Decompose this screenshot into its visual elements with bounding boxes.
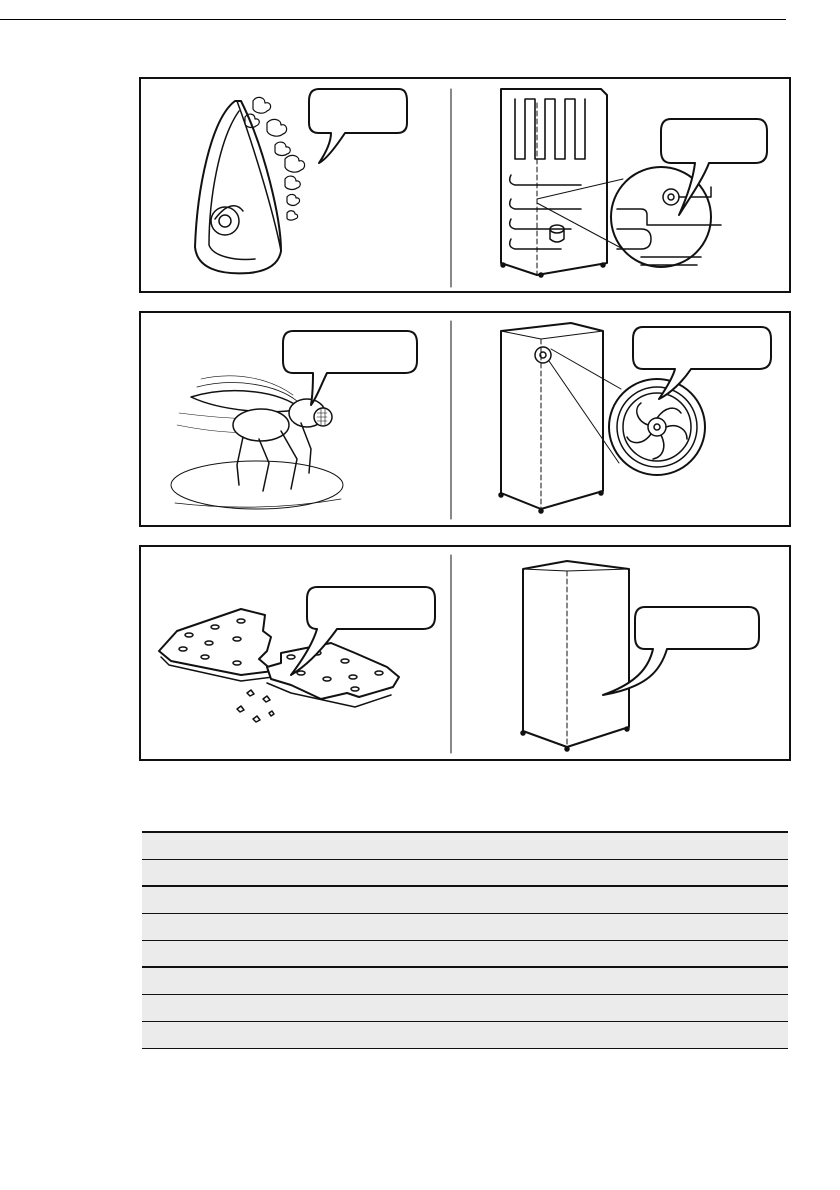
table-cell [142,967,788,994]
speech-bubble-3 [283,331,417,405]
fridge-cabinet-icon [521,561,629,751]
illustration-panel-2 [139,311,791,527]
table-row [142,940,788,967]
speech-bubble-1 [309,89,407,163]
table-cell [142,913,788,940]
coil-zoom-icon [611,167,721,267]
table-cell [142,832,788,859]
table-row [142,832,788,859]
illustration-panel-3 [139,545,791,761]
table-cell [142,940,788,967]
fan-zoom-icon [609,379,705,475]
table-row [142,886,788,913]
page-top-rule [0,19,786,20]
table-row [142,967,788,994]
table-row [142,994,788,1021]
illustration-panel-1 [139,77,791,293]
steam-iron-icon [195,101,281,273]
fridge-back-icon [501,89,623,277]
table-row [142,859,788,886]
table-row [142,1021,788,1048]
table-row [142,913,788,940]
operating-sounds-table [142,831,788,1049]
table-cell [142,859,788,886]
table-cell [142,994,788,1021]
table-cell [142,886,788,913]
fridge-fan-icon [499,323,621,513]
table-cell [142,1021,788,1048]
